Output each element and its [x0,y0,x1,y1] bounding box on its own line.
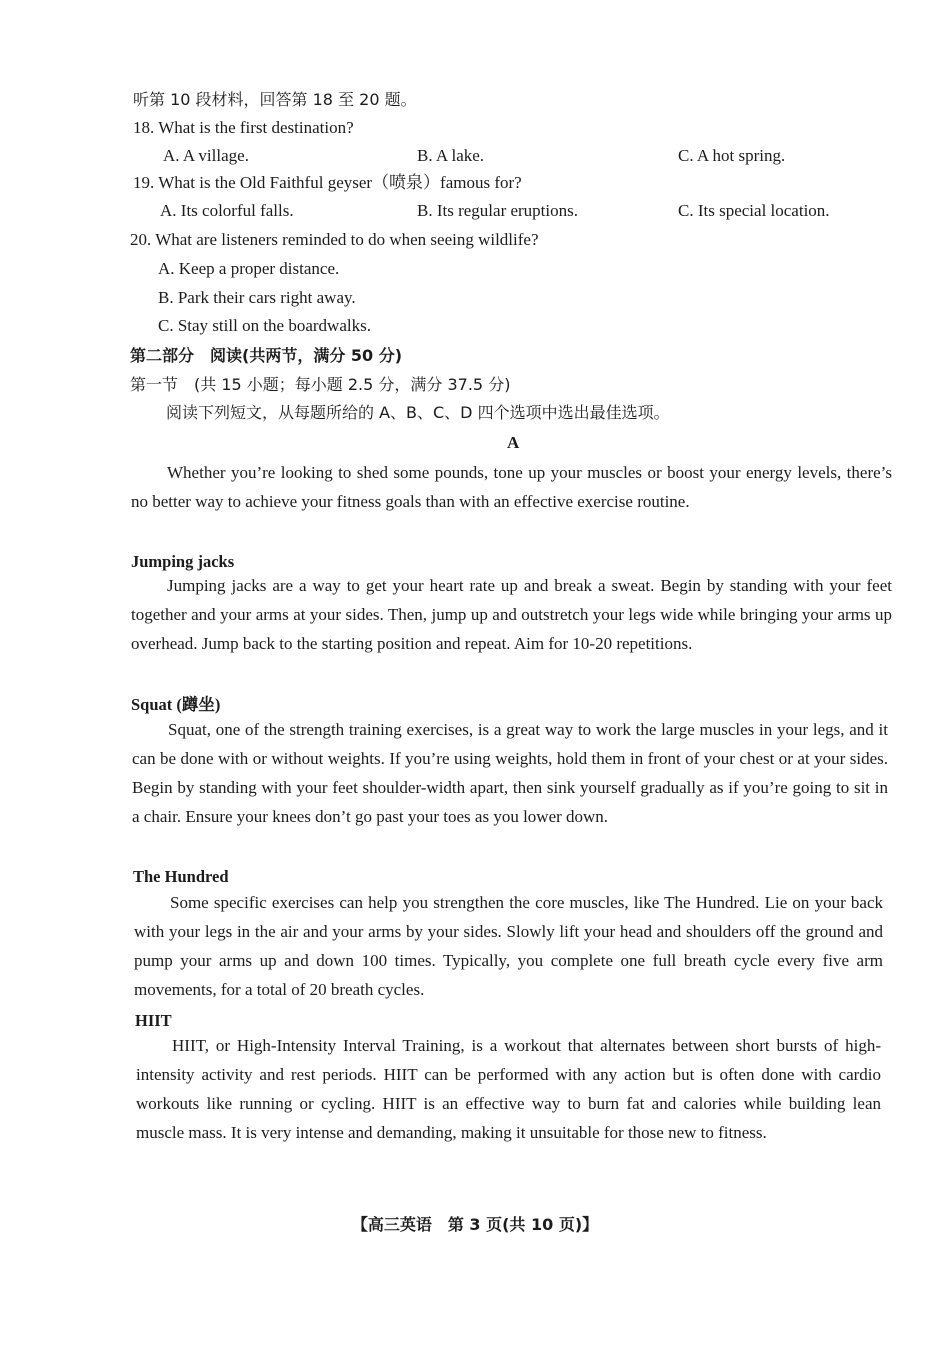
hiit-text: HIIT, or High-Intensity Interval Training, is a workout that alternates between short bursts of high-intensity activity and rest periods. HIIT can be performed with any action but is often done with cardio workouts like running or cycling. HIIT is an effective way to burn fat and calories while building lean muscle mass. It is very intense and demanding, making it unsuitable for those new to fitness. [136,1036,881,1142]
question-20-option-a: A. Keep a proper distance. [158,259,340,278]
question-18-option-c: C. A hot spring. [678,146,786,165]
question-19-option-a: A. Its colorful falls. [160,201,294,220]
question-18-option-a: A. A village. [163,146,249,165]
listening-instruction: 听第 10 段材料，回答第 18 至 20 题。 [133,90,417,109]
page-footer: 【高三英语 第 3 页(共 10 页)】 [351,1215,599,1234]
passage-intro: Whether you’re looking to shed some pounds, tone up your muscles or boost your energy levels, there’s no better way to achieve your fitness goals than with an effective exercise routine. [131,463,892,511]
reading-instruction: 阅读下列短文，从每题所给的 A、B、C、D 四个选项中选出最佳选项。 [166,403,670,422]
part2-title: 第二部分 阅读(共两节，满分 50 分) [130,346,403,365]
passage-letter: A [507,433,520,452]
heading-the-hundred: The Hundred [133,867,229,886]
heading-hiit: HIIT [135,1011,172,1030]
question-19-option-c: C. Its special location. [678,201,830,220]
question-18-stem: 18. What is the first destination? [133,118,354,137]
question-19-option-b: B. Its regular eruptions. [417,201,578,220]
question-20-option-b: B. Park their cars right away. [158,288,356,307]
section1-title: 第一节 (共 15 小题；每小题 2.5 分，满分 37.5 分) [130,375,511,394]
squat-text: Squat, one of the strength training exercises, is a great way to work the large muscles in your legs, and it can be done with or without weights. If you’re using weights, hold them in front of your chest or at your sides. Begin by standing with your feet shoulder-width apart, then sink yourself gradually as if you’re going to sit in a chair. Ensure your knees don’t go past your toes as you lower down. [132,720,888,826]
the-hundred-text: Some specific exercises can help you strengthen the core muscles, like The Hundred. Lie on your back with your legs in the air and your arms by your sides. Slowly lift your head and shoulders off the ground and pump your arms up and down 100 times. Typically, you complete one full breath cycle every five arm movements, for a total of 20 breath cycles. [134,893,883,999]
heading-squat: Squat (蹲坐) [131,695,221,714]
question-20-stem: 20. What are listeners reminded to do when seeing wildlife? [130,230,539,249]
question-20-option-c: C. Stay still on the boardwalks. [158,316,371,335]
question-19-stem: 19. What is the Old Faithful geyser（喷泉）famous for? [133,173,522,192]
jumping-jacks-text: Jumping jacks are a way to get your heart rate up and break a sweat. Begin by standing with your feet together and your arms at your sides. Then, jump up and outstretch your legs wide while bringing your arms up overhead. Jump back to the starting position and repeat. Aim for 10-20 repetitions. [131,576,892,653]
heading-jumping-jacks: Jumping jacks [131,552,235,571]
question-18-option-b: B. A lake. [417,146,485,165]
